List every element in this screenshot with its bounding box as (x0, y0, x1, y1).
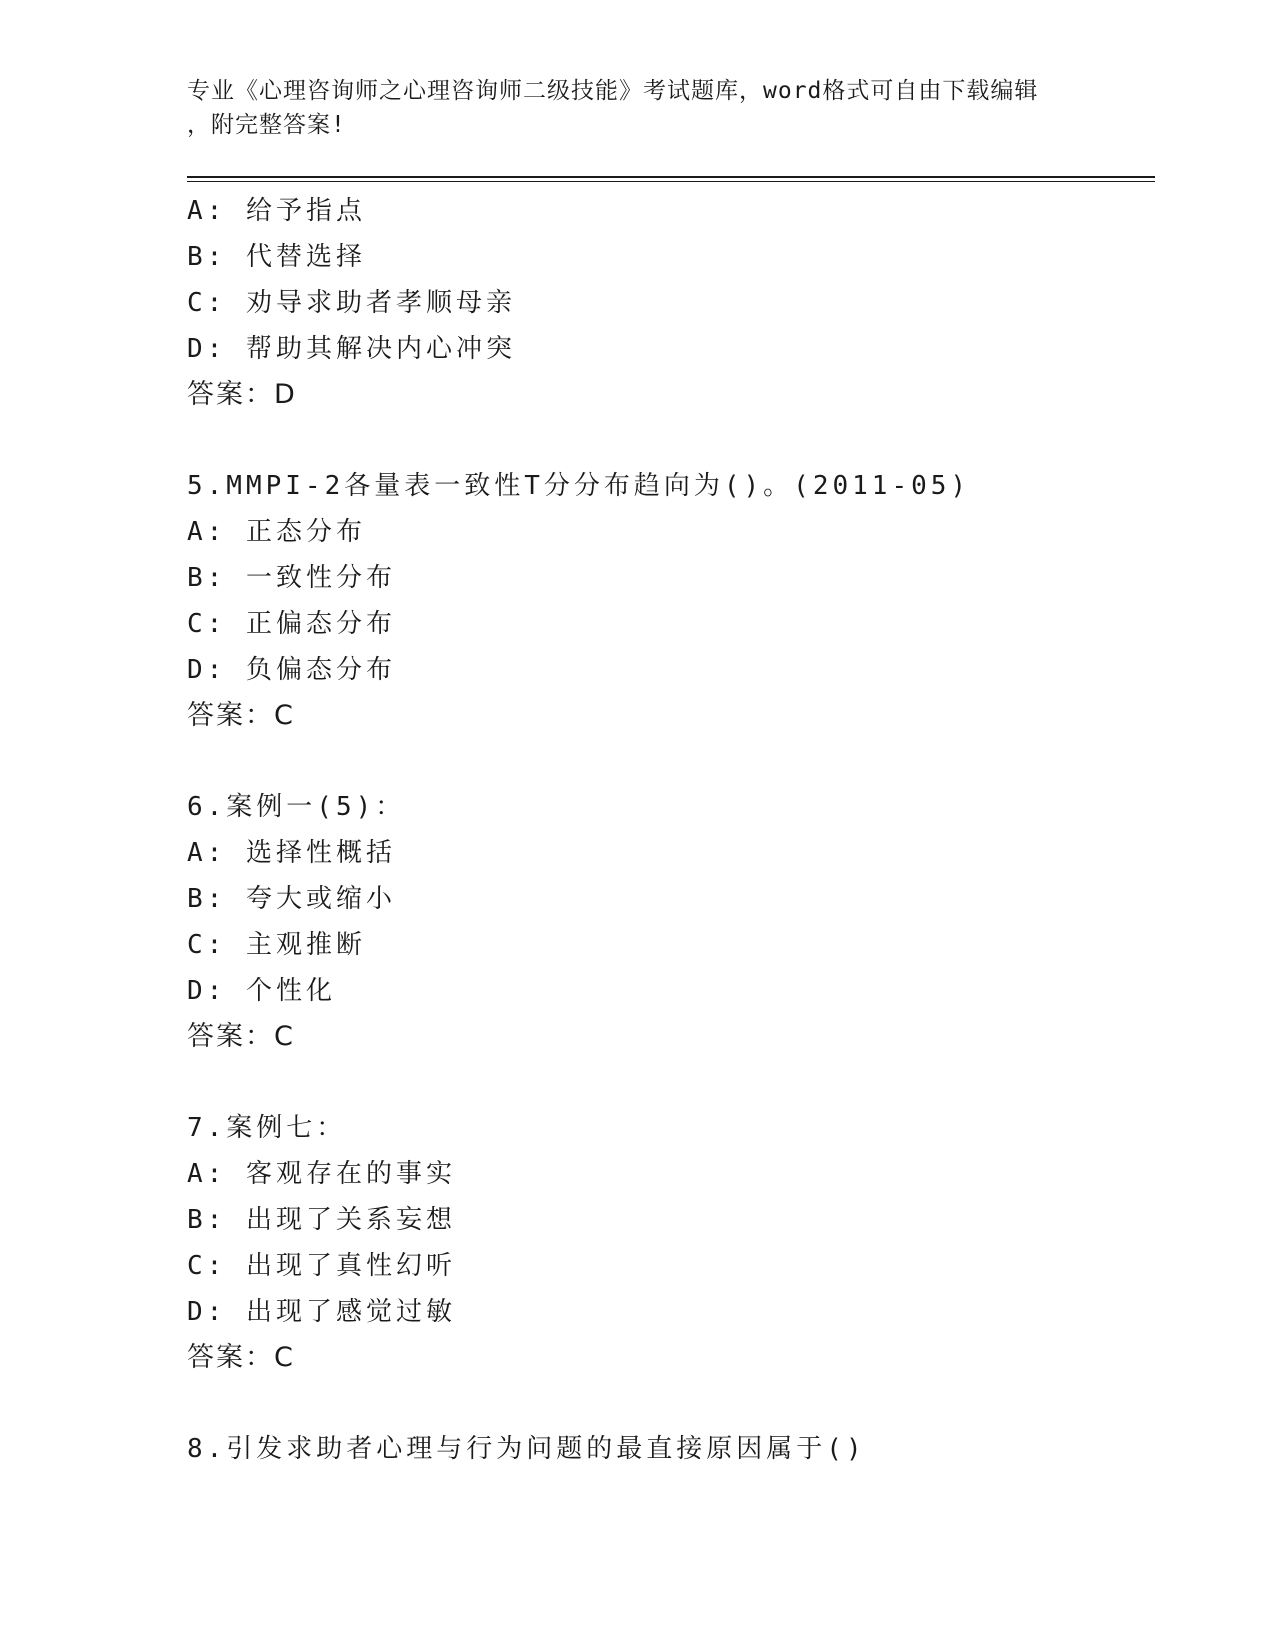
header-divider (187, 176, 1155, 182)
answer-label: 答案：C (187, 1342, 295, 1373)
question-text: 7.案例七： (187, 1113, 347, 1143)
question-text: 5.MMPI-2各量表一致性T分分布趋向为()。(2011-05) (187, 471, 971, 501)
option-d: D: 出现了感觉过敏 (187, 1297, 456, 1327)
option-d: D: 帮助其解决内心冲突 (187, 334, 516, 364)
question-8-block (187, 1426, 1155, 1472)
spacer (187, 1381, 1155, 1426)
option-a: A: 给予指点 (187, 196, 366, 226)
answer-label: 答案：C (187, 700, 295, 731)
option-c: C: 主观推断 (187, 930, 366, 960)
option-c: C: 劝导求助者孝顺母亲 (187, 288, 516, 318)
option-b: B: 一致性分布 (187, 563, 396, 593)
spacer (187, 418, 1155, 463)
option-d: D: 个性化 (187, 976, 336, 1006)
question-5-block (187, 463, 1155, 739)
header-line-2: ，附完整答案! (187, 112, 346, 138)
answer-label: 答案：C (187, 1021, 295, 1052)
option-a: A: 客观存在的事实 (187, 1159, 456, 1189)
question-text: 8.引发求助者心理与行为问题的最直接原因属于() (187, 1434, 866, 1464)
spacer (187, 1060, 1155, 1105)
option-b: B: 代替选择 (187, 242, 366, 272)
answer-label: 答案：D (187, 379, 297, 410)
option-d: D: 负偏态分布 (187, 655, 396, 685)
header-line-1: 专业《心理咨询师之心理咨询师二级技能》考试题库，word格式可自由下载编辑 (187, 78, 1039, 104)
spacer (187, 739, 1155, 784)
question-list (187, 188, 1155, 1472)
question-4-block (187, 188, 1155, 418)
question-6-block (187, 784, 1155, 1060)
option-b: B: 出现了关系妄想 (187, 1205, 456, 1235)
question-text: 6.案例一(5)： (187, 792, 406, 822)
option-a: A: 选择性概括 (187, 838, 396, 868)
document-header (187, 74, 1087, 142)
option-c: C: 正偏态分布 (187, 609, 396, 639)
option-b: B: 夸大或缩小 (187, 884, 396, 914)
question-7-block (187, 1105, 1155, 1381)
option-c: C: 出现了真性幻听 (187, 1251, 456, 1281)
option-a: A: 正态分布 (187, 517, 366, 547)
